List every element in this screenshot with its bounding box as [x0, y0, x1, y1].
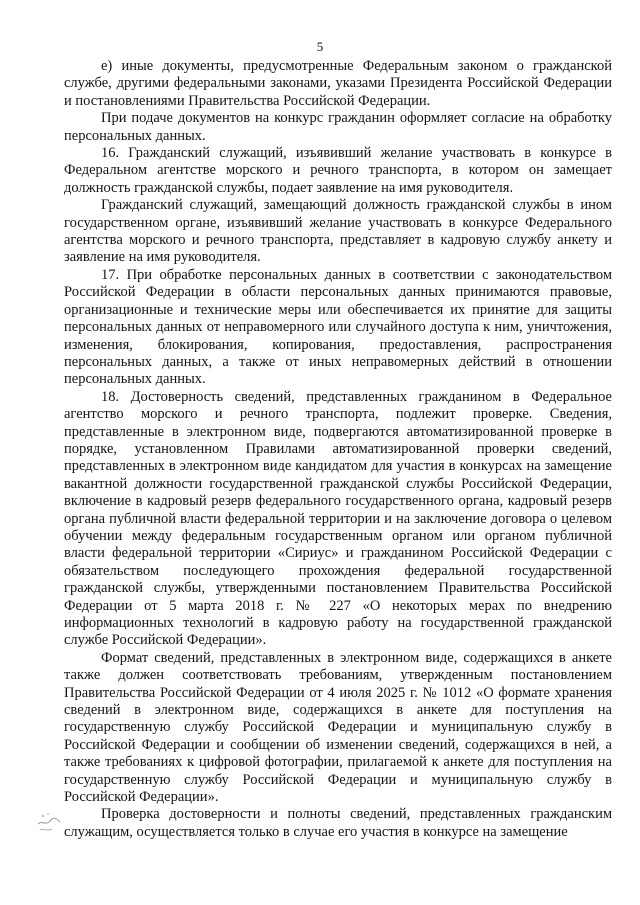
paragraph-consent-personal-data: При подаче документов на конкурс гражданин оформляет согласие на обработку персональных данных. [64, 110, 612, 144]
paragraph-clause-16: 16. Гражданский служащий, изъявивший желание участвовать в конкурсе в Федеральном агентстве морского и речного транспорта, в котором он замещает должность гражданской службы, подает заявление на имя руководителя. [64, 145, 612, 196]
paragraph-clause-17: 17. При обработке персональных данных в соответствии с законодательством Российской Федерации в области персональных данных принимаются правовые, организационные и технические меры или обеспечивается их принятие для защиты персональных данных от неправомерного или случайного доступа к ним, уничтожения, изменения, блокирования, копирования, предоставления, распространения персональных данных, а также от иных неправомерных действий в отношении персональных данных. [64, 266, 612, 388]
paragraph-verification: Проверка достоверности и полноты сведений, представленных гражданским служащим, осуществляется только в случае его участия в конкурсе на замещение [64, 806, 612, 840]
pen-mark-icon [34, 806, 64, 836]
paragraph-clause-18: 18. Достоверность сведений, представленных гражданином в Федеральное агентство морского и речного транспорта, подлежит проверке. Сведения, представленные в электронном виде, подвергаются автоматизированной проверке в порядке, установленном Правилами автоматизированной проверки сведений, представленных в электронном виде кандидатом для участия в конкурсах на замещение вакантной должности государственной гражданской службы Российской Федерации, включение в кадровый резерв федерального государственного органа, кадровый резерв органа публичной власти федеральной территории и на заключение договора о целевом обучении между федеральным государственным органом или органом публичной власти федеральной территории «Сириус» и гражданином Российской Федерации с обязательством последующего прохождения федеральной государственной гражданской службы, утвержденными постановлением Правительства Российской Федерации от 5 марта 2018 г. № 227 «О некоторых мерах по внедрению информационных технологий в кадровую работу на государственной гражданской службе Российской Федерации». [64, 388, 612, 649]
paragraph-electronic-format: Формат сведений, представленных в электронном виде, содержащихся в анкете также должен соответствовать требованиям, утвержденным постановлением Правительства Российской Федерации от 4 июля 2025 г. № 1012 «О формате хранения сведений в электронном виде, содержащихся в анкете для поступления на государственную службу Российской Федерации и муниципальную службу в Российской Федерации и сообщении об изменении сведений, содержащихся в ней, а также требованиях к цифровой фотографии, прилагаемой к анкете для поступления на государственную службу Российской Федерации и муниципальную службу в Российской Федерации». [64, 649, 612, 806]
paragraph-civil-servant-other-body: Гражданский служащий, замещающий должность гражданской службы в ином государственном органе, изъявивший желание участвовать в конкурсе Федерального агентства морского и речного транспорта, представляет в кадровую службу анкету и заявление на имя руководителя. [64, 197, 612, 266]
document-body [64, 58, 612, 841]
paragraph-item-e-other-documents: е) иные документы, предусмотренные Федеральным законом о гражданской службе, другими федеральными законами, указами Президента Российской Федерации и постановлениями Правительства Российской Федерации. [64, 58, 612, 109]
page-number: 5 [316, 39, 324, 54]
